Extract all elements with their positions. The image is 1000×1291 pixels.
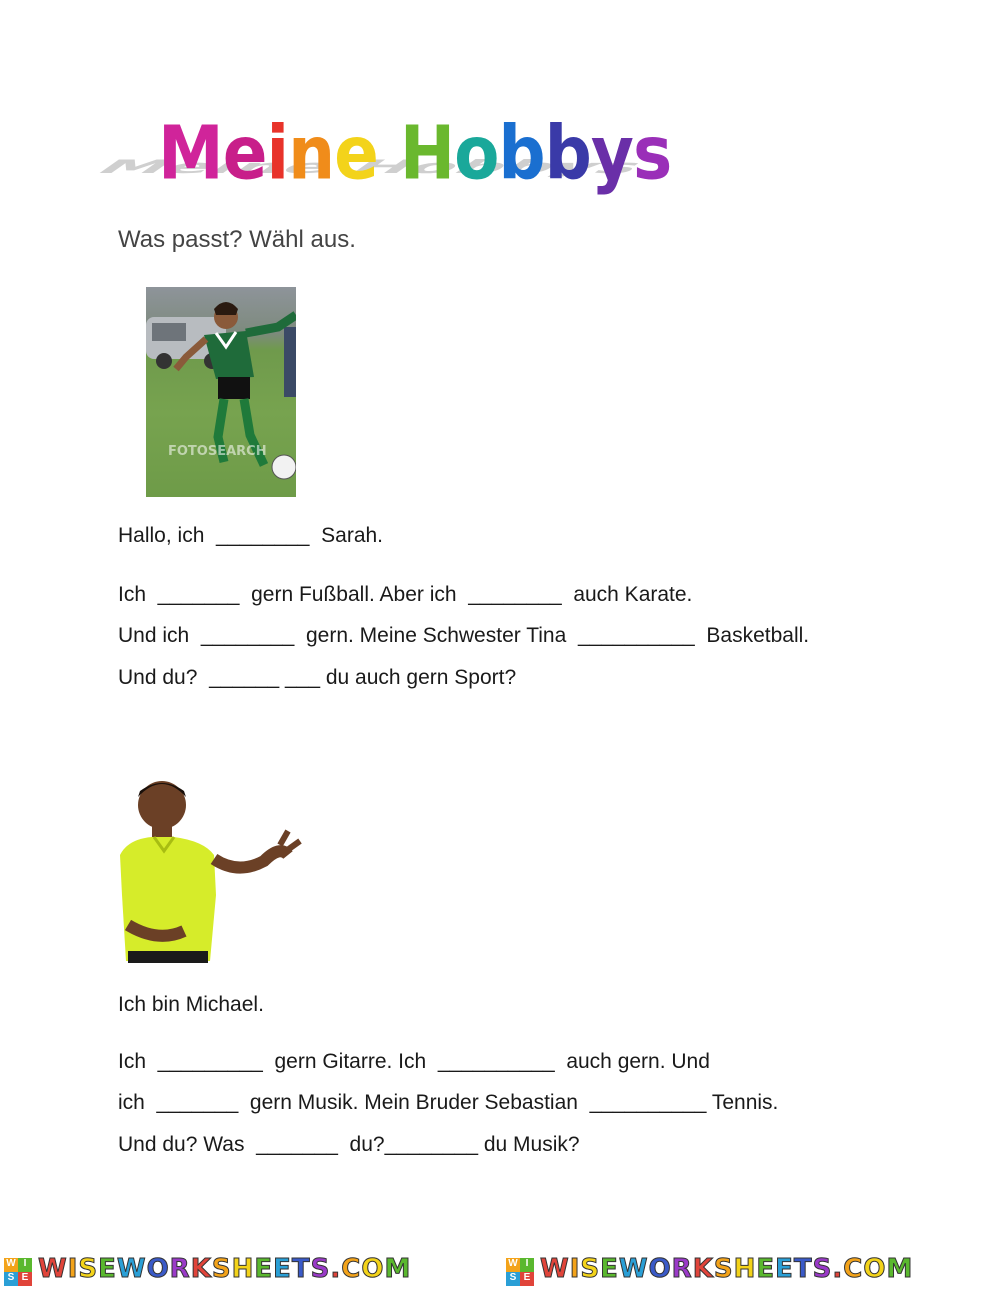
sarah-intro: Hallo, ich ________ Sarah.: [118, 524, 384, 547]
title-letter: e: [334, 110, 378, 197]
sarah-line-1: Ich _______ gern Fußball. Aber ich ________ auch Karate.: [118, 583, 693, 606]
brand-letter: S: [713, 1254, 734, 1284]
brand-letter: S: [211, 1254, 232, 1284]
brand-letter: W: [618, 1254, 649, 1284]
brand-letter: E: [775, 1254, 794, 1284]
title-letter: H: [399, 110, 455, 197]
michael-line-2: ich _______ gern Musik. Mein Bruder Sebastian __________ Tennis.: [118, 1091, 779, 1114]
footer-brand-bar: [0, 1254, 1000, 1291]
title-letter: i: [266, 110, 289, 197]
brand-letter: W: [540, 1254, 570, 1284]
brand-letter: C: [843, 1254, 864, 1284]
brand-letter: M: [384, 1254, 412, 1284]
brand-letter: E: [98, 1254, 117, 1284]
title-letter: b: [498, 110, 545, 197]
brand-letter: W: [116, 1254, 147, 1284]
michael-line-1: Ich _________ gern Gitarre. Ich __________ auch gern. Und: [118, 1050, 710, 1073]
brand-letter: M: [886, 1254, 914, 1284]
michael-line-3: Und du? Was _______ du?________ du Musik?: [118, 1133, 580, 1156]
michael-intro: Ich bin Michael.: [118, 993, 264, 1016]
brand-letter: .: [330, 1254, 342, 1284]
title-text: [158, 110, 671, 196]
brand-letter: O: [361, 1254, 385, 1284]
fotosearch-watermark: FOTOSEARCH: [168, 444, 267, 459]
brand-letter: E: [600, 1254, 619, 1284]
brand-letter: E: [273, 1254, 292, 1284]
girl-soccer-photo: [146, 287, 296, 497]
title-shadow: Meine Hobbys: [87, 156, 656, 178]
brand-letter: H: [231, 1254, 255, 1284]
brand-letter: .: [832, 1254, 844, 1284]
brand-letter: T: [793, 1254, 813, 1284]
brand-letter: R: [169, 1254, 191, 1284]
title-letter: s: [632, 110, 672, 197]
title-letter: n: [288, 110, 335, 197]
sarah-line-2: Und ich ________ gern. Meine Schwester Tina __________ Basketball.: [118, 624, 810, 647]
brand-letter: T: [291, 1254, 311, 1284]
brand-logo-icon: W I S E: [506, 1258, 534, 1286]
brand-letter: E: [756, 1254, 776, 1284]
brand-letter: S: [78, 1254, 99, 1284]
boy-illustration: [118, 775, 308, 965]
brand-letter: E: [254, 1254, 274, 1284]
title-letter: b: [544, 110, 591, 197]
title-letter: y: [590, 110, 633, 197]
brand-letter: C: [341, 1254, 362, 1284]
brand-letter: W: [38, 1254, 68, 1284]
title-letter: [378, 110, 400, 196]
brand-logo-icon: W I S E: [4, 1258, 32, 1286]
brand-letter: K: [190, 1254, 212, 1284]
title-letter: M: [158, 110, 223, 197]
brand-letter: O: [648, 1254, 672, 1284]
brand-letter: I: [569, 1254, 581, 1284]
instruction-text: Was passt? Wähl aus.: [118, 226, 356, 253]
brand-letter: O: [146, 1254, 170, 1284]
brand-letter: I: [67, 1254, 79, 1284]
sarah-line-3: Und du? ______ ___ du auch gern Sport?: [118, 666, 517, 689]
brand-text: [540, 1254, 913, 1284]
title-letter: o: [454, 110, 499, 197]
brand-letter: K: [692, 1254, 714, 1284]
worksheet-title: [87, 108, 672, 208]
brand-letter: O: [863, 1254, 887, 1284]
brand-text: [38, 1254, 411, 1284]
boy-photo: [118, 775, 308, 965]
brand-letter: H: [733, 1254, 757, 1284]
brand-letter: S: [310, 1254, 331, 1284]
brand-letter: S: [812, 1254, 833, 1284]
girl-soccer-illustration: [146, 287, 296, 497]
brand-letter: S: [580, 1254, 601, 1284]
title-letter: e: [222, 110, 267, 197]
brand-letter: R: [671, 1254, 693, 1284]
